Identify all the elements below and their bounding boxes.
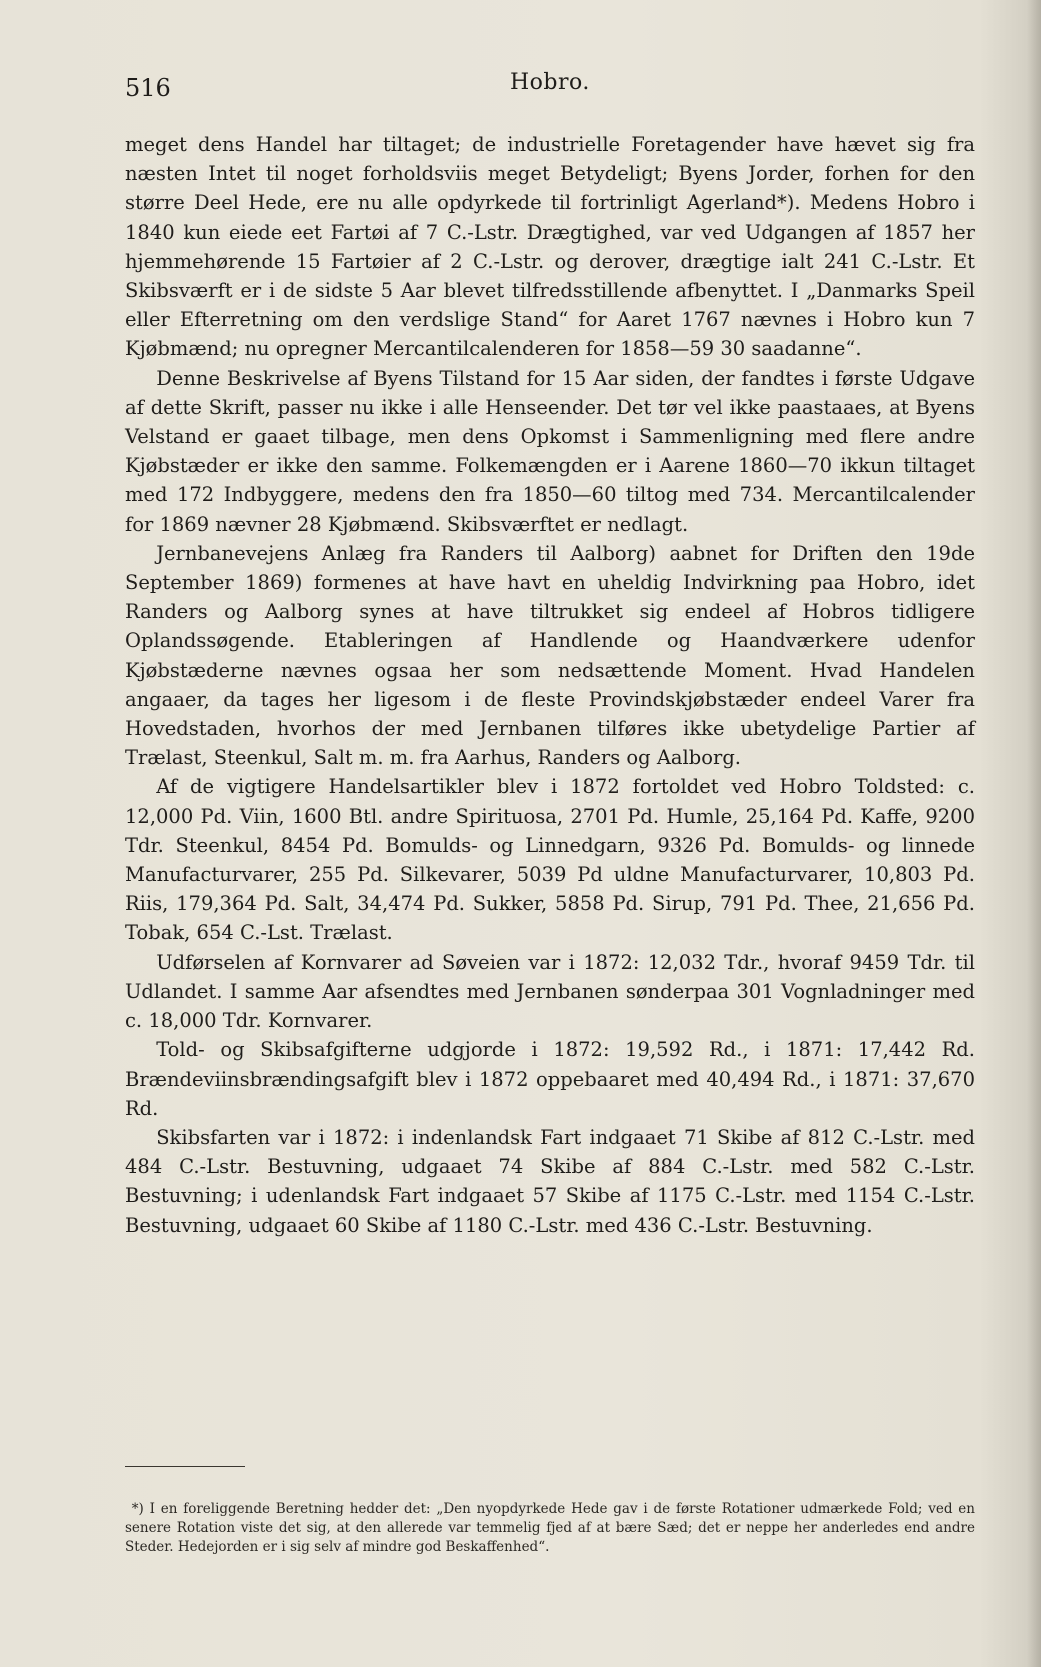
footnote: *) I en foreliggende Beretning hedder det: „Den nyopdyrkede Hede gav i de første Rotationer udmærkede Fold; ved en senere Rotation viste det sig, at den allerede var temmelig fjed af at bære Sæd; det er neppe her anderledes end andre Steder. Hedejorden er i sig selv af mindre god Beskaffenhed“. — [125, 1501, 975, 1555]
running-title: Hobro. — [510, 70, 590, 95]
footnote-divider — [125, 1466, 245, 1467]
page-header — [125, 68, 955, 108]
paragraph: Denne Beskrivelse af Byens Tilstand for 15 Aar siden, der fandtes i første Udgave af dette Skrift, passer nu ikke i alle Henseender. Det tør vel ikke paastaaes, at Byens Velstand er gaaet tilbage, men dens Opkomst i Sammenligning med flere andre Kjøbstæder er ikke den samme. Folkemængden er i Aarene 1860—70 ikkun tiltaget med 172 Indbyggere, medens den fra 1850—60 tiltog med 734. Mercantilcalender for 1869 nævner 28 Kjøbmænd. Skibsværftet er nedlagt. — [125, 366, 975, 536]
paragraph: Jernbanevejens Anlæg fra Randers til Aalborg) aabnet for Driften den 19de September 1869) formenes at have havt en uheldig Indvirkning paa Hobro, idet Randers og Aalborg synes at have tiltrukket sig endeel af Hobros tidligere Oplandssøgende. Etableringen af Handlende og Haandværkere udenfor Kjøbstæderne nævnes ogsaa her som nedsættende Moment. Hvad Handelen angaaer, da tages her ligesom i de fleste Provindskjøbstæder endeel Varer fra Hovedstaden, hvorhos der med Jernbanen tilføres ikke ubetydelige Partier af Trælast, Steenkul, Salt m. m. fra Aarhus, Randers og Aalborg. — [125, 541, 975, 770]
paragraph: Af de vigtigere Handelsartikler blev i 1872 fortoldet ved Hobro Toldsted: c. 12,000 Pd. Viin, 1600 Btl. andre Spirituosa, 2701 Pd. Humle, 25,164 Pd. Kaffe, 9200 Tdr. Steenkul, 8454 Pd. Bomulds- og Linnedgarn, 9326 Pd. Bomulds- og linnede Manufacturvarer, 255 Pd. Silkevarer, 5039 Pd uldne Manufacturvarer, 10,803 Pd. Riis, 179,364 Pd. Salt, 34,474 Pd. Sukker, 5858 Pd. Sirup, 791 Pd. Thee, 21,656 Pd. Tobak, 654 C.-Lst. Trælast. — [125, 775, 975, 945]
paragraph: Udførselen af Kornvarer ad Søveien var i 1872: 12,032 Tdr., hvoraf 9459 Tdr. til Udlandet. I samme Aar afsendtes med Jernbanen sønderpaa 301 Vognladninger med c. 18,000 Tdr. Kornvarer. — [125, 950, 975, 1033]
paragraph: Told- og Skibsafgifterne udgjorde i 1872: 19,592 Rd., i 1871: 17,442 Rd. Brændeviinsbrændingsafgift blev i 1872 oppebaaret med 40,494 Rd., i 1871: 37,670 Rd. — [125, 1038, 975, 1120]
page-edge-shadow — [1027, 0, 1041, 1667]
paragraph: meget dens Handel har tiltaget; de industrielle Foretagender have hævet sig fra næsten Intet til noget forholdsviis meget Betydeligt; Byens Jorder, forhen for den større Deel Hede, ere nu alle opdyrkede til fortrinligt Agerland*). Medens Hobro i 1840 kun eiede eet Fartøi af 7 C.-Lstr. Drægtighed, var ved Udgangen af 1857 her hjemmehørende 15 Fartøier af 2 C.-Lstr. og derover, drægtige ialt 241 C.-Lstr. Et Skibsværft er i de sidste 5 Aar blevet tilfredsstillende afbenyttet. I „Danmarks Speil eller Efterretning om den verdslige Stand“ for Aaret 1767 nævnes i Hobro kun 7 Kjøbmænd; nu opregner Mercantilcalenderen for 1858—59 30 saadanne“. — [125, 133, 975, 361]
page-number: 516 — [125, 74, 171, 102]
paragraph: Skibsfarten var i 1872: i indenlandsk Fart indgaaet 71 Skibe af 812 C.-Lstr. med 484 C.-Lstr. Bestuvning, udgaaet 74 Skibe af 884 C.-Lstr. med 582 C.-Lstr. Bestuvning; i udenlandsk Fart indgaaet 57 Skibe af 1175 C.-Lstr. med 1154 C.-Lstr. Bestuvning, udgaaet 60 Skibe af 1180 C.-Lstr. med 436 C.-Lstr. Bestuvning. — [125, 1125, 975, 1237]
main-text — [125, 130, 975, 1240]
